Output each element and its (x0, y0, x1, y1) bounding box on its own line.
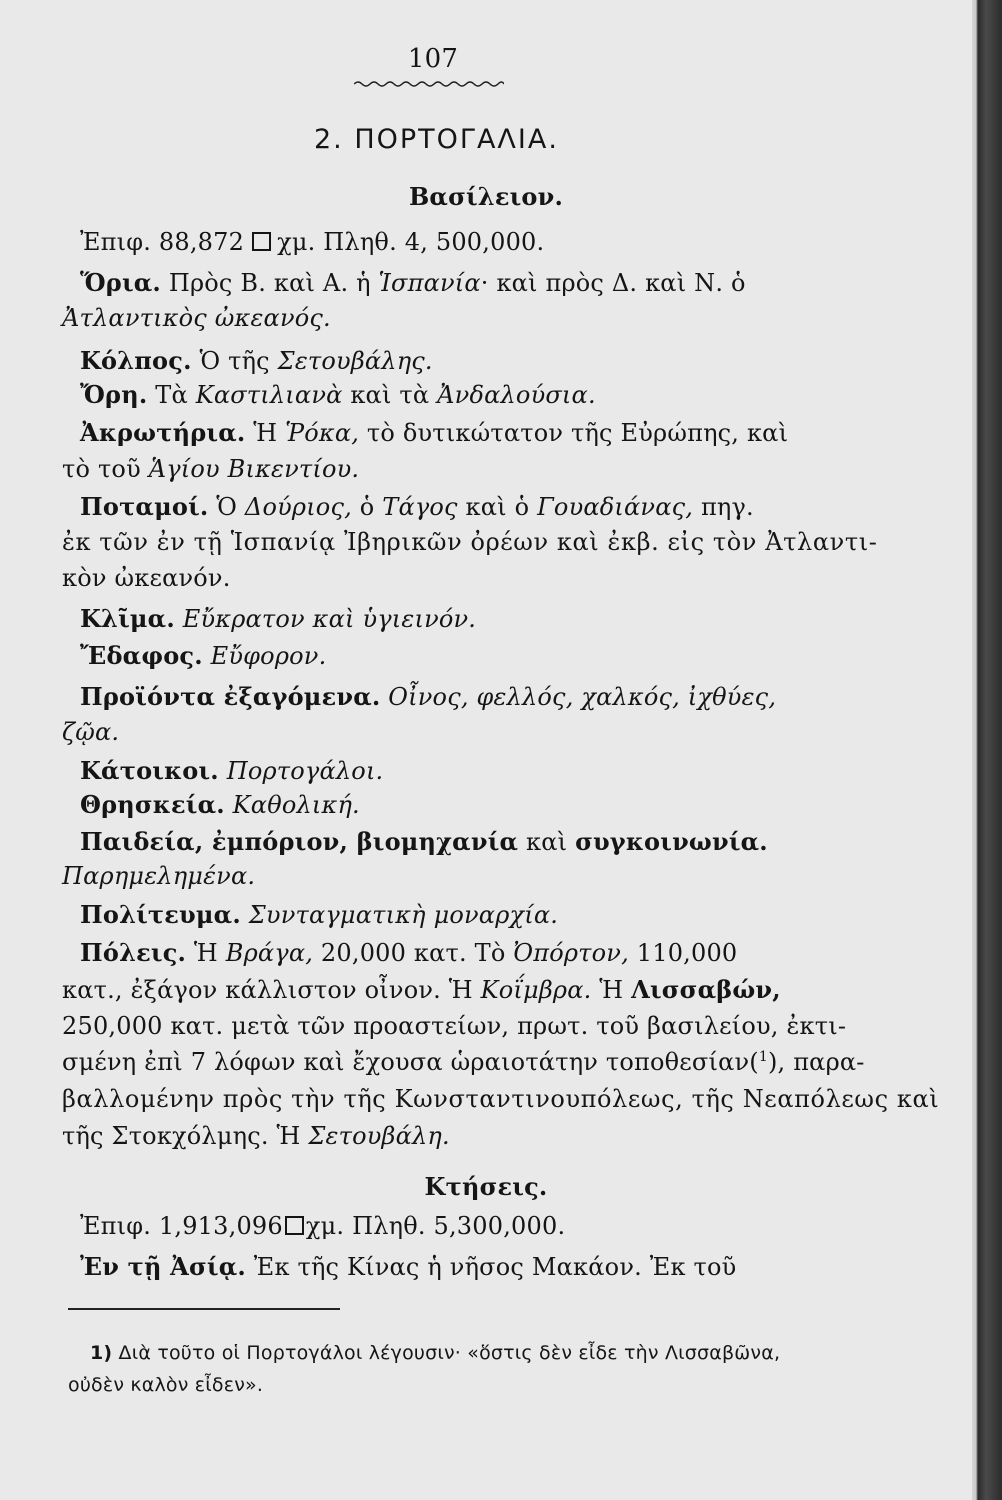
square-symbol (252, 232, 271, 251)
religion-line: Θρησκεία. Καθολική. (80, 790, 360, 819)
kingdom-heading: Βασίλειον. (408, 182, 564, 211)
page-edge (972, 0, 1002, 1500)
exports-line-2: ζῷα. (62, 718, 120, 746)
government-label: Πολίτευμα. (80, 900, 241, 929)
area-line: Ἐπιφ. 88,872 χμ. Πληθ. 4, 500,000. (80, 228, 545, 256)
asia-line: Ἐν τῇ Ἀσίᾳ. Ἐκ τῆς Κίνας ἡ νῆσος Μακάον. Ἐκ τοῦ (80, 1252, 737, 1281)
rivers-label: Ποταμοί. (80, 492, 209, 521)
rivers-line-3: κὸν ὠκεανόν. (62, 564, 231, 592)
cities-line-4: σμένη ἐπὶ 7 λόφων καὶ ἔχουσα ὡραιοτάτην τοποθεσίαν($^1$), παρα- (62, 1048, 865, 1076)
borders-line: Ὅρια. Πρὸς Β. καὶ Α. ἡ Ἱσπανία· καὶ πρὸς Δ. καὶ Ν. ὁ (80, 268, 746, 297)
borders-label: Ὅρια. (80, 268, 161, 297)
education-line: Παιδεία, ἐμπόριον, βιομηχανία καὶ συγκοινωνία. (80, 827, 768, 856)
footnote-line: 1) Διὰ τοῦτο οἱ Πορτογάλοι λέγουσιν· «ὅστις δὲν εἶδε τὴν Λισσαβῶνα, (90, 1342, 781, 1364)
climate-label: Κλῖμα. (80, 604, 175, 633)
exports-line: Προϊόντα ἐξαγόμενα. Οἶνος, φελλός, χαλκός, ἰχθύες, (80, 682, 777, 711)
soil-line: Ἔδαφος. Εὔφορον. (80, 641, 327, 670)
footnote-line-2: οὐδὲν καλὸν εἶδεν». (68, 1374, 264, 1396)
wavy-rule (354, 80, 504, 88)
cities-line-5: βαλλομένην πρὸς τὴν τῆς Κωνσταντινουπόλεως, τῆς Νεαπόλεως καὶ (62, 1085, 940, 1113)
asia-label: Ἐν τῇ Ἀσίᾳ. (80, 1252, 246, 1281)
government-line: Πολίτευμα. Συνταγματικὴ μοναρχία. (80, 900, 559, 929)
exports-label: Προϊόντα ἐξαγόμενα. (80, 682, 381, 711)
borders-line-2: Ἀτλαντικὸς ὠκεανός. (62, 304, 331, 332)
gulf-label: Κόλπος. (80, 346, 192, 375)
cities-label: Πόλεις. (80, 938, 187, 967)
inhabitants-label: Κάτοικοι. (80, 756, 219, 785)
square-symbol-2 (285, 1216, 304, 1235)
education-label: Παιδεία, ἐμπόριον, βιομηχανία (80, 827, 519, 856)
cities-line: Πόλεις. Ἡ Βράγα, 20,000 κατ. Τὸ Ὀπόρτον, 110,000 (80, 938, 738, 967)
capes-line-2: τὸ τοῦ Ἁγίου Βικεντίου. (62, 455, 360, 483)
education-line-2: Παρημελημένα. (62, 862, 256, 890)
mountains-line: Ὄρη. Τὰ Καστιλιανὰ καὶ τὰ Ἀνδαλούσια. (80, 380, 596, 409)
soil-label: Ἔδαφος. (80, 641, 203, 670)
climate-line: Κλῖμα. Εὔκρατον καὶ ὑγιεινόν. (80, 604, 477, 633)
cities-line-3: 250,000 κατ. μετὰ τῶν προαστείων, πρωτ. τοῦ βασιλείου, ἐκτι- (62, 1012, 847, 1040)
capes-line: Ἀκρωτήρια. Ἡ Ῥόκα, τὸ δυτικώτατον τῆς Εὐρώπης, καὶ (80, 418, 789, 447)
mountains-label: Ὄρη. (80, 380, 148, 409)
possessions-heading: Κτήσεις. (424, 1172, 548, 1201)
possessions-area-line: Ἐπιφ. 1,913,096 χμ. Πληθ. 5,300,000. (80, 1212, 566, 1240)
religion-label: Θρησκεία. (80, 790, 225, 819)
inhabitants-line: Κάτοικοι. Πορτογάλοι. (80, 756, 384, 785)
rivers-line: Ποταμοί. Ὁ Δούριος, ὁ Τάγος καὶ ὁ Γουαδιάνας, πηγ. (80, 492, 754, 521)
rivers-line-2: ἐκ τῶν ἐν τῇ Ἱσπανίᾳ Ἰβηρικῶν ὀρέων καὶ ἐκβ. εἰς τὸν Ἀτλαντι- (62, 528, 878, 556)
cities-line-6: τῆς Στοκχόλμης. Ἡ Σετουβάλη. (62, 1122, 450, 1150)
gulf-line: Κόλπος. Ὁ τῆς Σετουβάλης. (80, 346, 433, 375)
section-title: 2. ΠΟΡΤΟΓΑΛΙΑ. (314, 124, 559, 155)
capes-label: Ἀκρωτήρια. (80, 418, 246, 447)
page-number: 107 (407, 44, 459, 74)
footnote-rule (68, 1308, 340, 1310)
cities-line-2: κατ., ἐξάγον κάλλιστον οἶνον. Ἡ Κοΐμβρα. Ἡ Λισσαβών, (62, 975, 781, 1004)
